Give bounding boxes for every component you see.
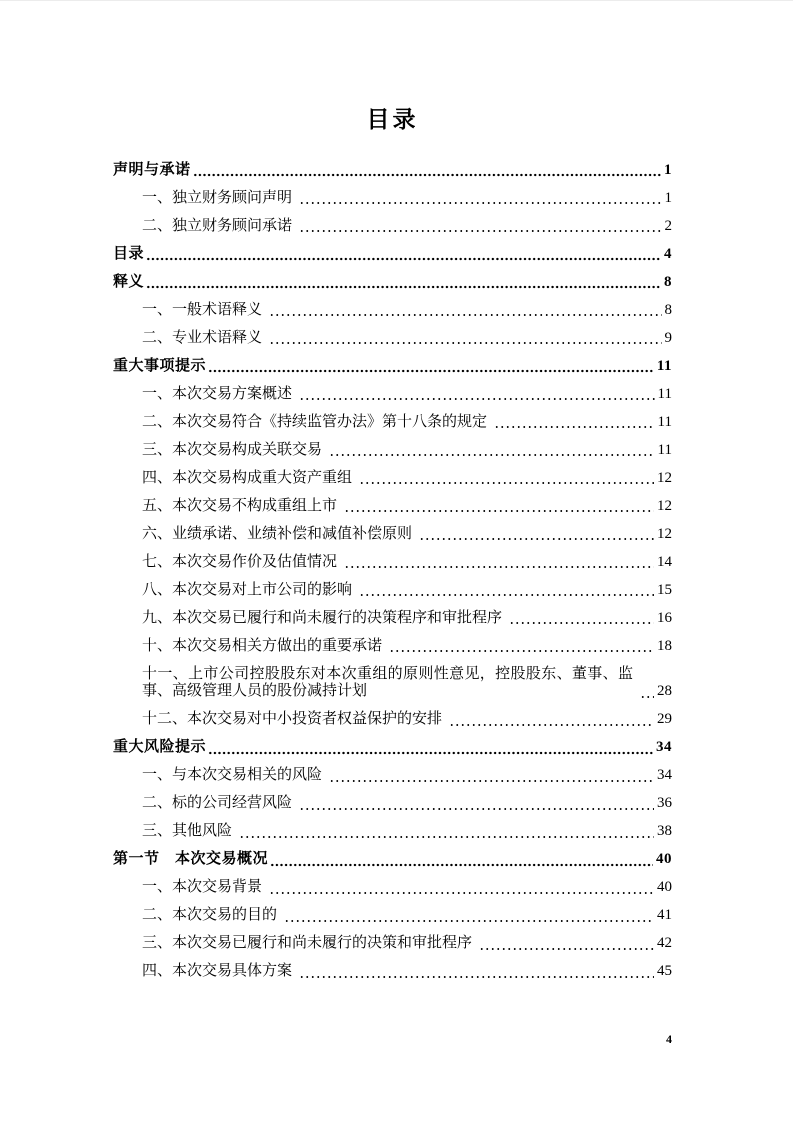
toc-entry-label: 一、本次交易方案概述 [142, 385, 293, 402]
toc-entry-page: 16 [657, 609, 672, 626]
toc-leader-dots [299, 192, 661, 207]
toc-entry-label: 释义 [113, 273, 145, 290]
toc-entry-page: 28 [657, 683, 672, 700]
toc-entry-label: 重大风险提示 [113, 739, 207, 756]
toc-leader-dots [449, 714, 654, 729]
toc-entry[interactable] [113, 246, 672, 264]
toc-leader-dots [146, 276, 661, 291]
toc-leader-dots [329, 770, 654, 785]
toc-entry[interactable] [113, 963, 672, 981]
toc-leader-dots [494, 416, 655, 431]
toc-entry-label: 三、本次交易构成关联交易 [142, 441, 323, 458]
toc-entry[interactable] [113, 274, 672, 292]
toc-leader-dots [359, 584, 654, 599]
toc-entry-page: 11 [656, 357, 672, 374]
toc-entry[interactable] [113, 470, 672, 488]
toc-entry-page: 14 [657, 553, 672, 570]
toc-entry[interactable] [113, 767, 672, 785]
toc-entry-page: 41 [657, 907, 672, 924]
toc-entry[interactable] [113, 638, 672, 656]
toc-entry-page: 2 [664, 217, 672, 234]
toc-entry-label: 一、一般术语释义 [142, 301, 263, 318]
toc-entry[interactable] [113, 358, 672, 376]
toc-entry-page: 12 [657, 469, 672, 486]
toc-entry-label: 一、本次交易背景 [142, 879, 263, 896]
toc-entry[interactable] [113, 907, 672, 925]
toc-entry-label: 十一、上市公司控股股东对本次重组的原则性意见，控股股东、董事、监事、高级管理人员的股份减持计划 [142, 665, 633, 700]
toc-entry-label: 一、与本次交易相关的风险 [142, 767, 323, 784]
toc-entry[interactable] [113, 554, 672, 572]
toc-leader-dots [193, 164, 661, 179]
toc-entry[interactable] [113, 666, 672, 701]
toc-entry-page: 29 [657, 711, 672, 728]
toc-entry-label: 第一节 本次交易概况 [113, 851, 269, 868]
toc-entry-label: 三、本次交易已履行和尚未履行的决策和审批程序 [142, 935, 473, 952]
toc-entry-page: 40 [657, 879, 672, 896]
toc-leader-dots [269, 304, 661, 319]
footer-page-number: 4 [666, 1032, 672, 1046]
toc-entry-label: 十、本次交易相关方做出的重要承诺 [142, 637, 383, 654]
toc-entry-page: 11 [657, 441, 672, 458]
toc-leader-dots [299, 966, 654, 981]
toc-leader-dots [299, 798, 654, 813]
toc-entry-label: 六、业绩承诺、业绩补偿和减值补偿原则 [142, 525, 413, 542]
toc-entry-page: 8 [664, 273, 672, 290]
toc-leader-dots [359, 472, 654, 487]
toc-entry[interactable] [113, 851, 672, 869]
toc-leader-dots [389, 640, 654, 655]
toc-leader-dots [299, 388, 655, 403]
toc-leader-dots [270, 854, 653, 869]
toc-entry[interactable] [113, 218, 672, 236]
toc-leader-dots [329, 444, 655, 459]
toc-leader-dots [208, 742, 653, 757]
toc-entry[interactable] [113, 610, 672, 628]
toc-leader-dots [509, 612, 654, 627]
toc-entry-page: 42 [657, 935, 672, 952]
toc-entry-label: 七、本次交易作价及估值情况 [142, 553, 338, 570]
toc-leader-dots [239, 826, 654, 841]
toc-entry-page: 1 [664, 189, 672, 206]
toc-entry-label: 二、独立财务顾问承诺 [142, 217, 293, 234]
toc-entry[interactable] [113, 162, 672, 180]
toc-entry[interactable] [113, 879, 672, 897]
toc-leader-dots [299, 220, 661, 235]
toc-entry-label: 九、本次交易已履行和尚未履行的决策程序和审批程序 [142, 609, 503, 626]
toc-entry[interactable] [113, 823, 672, 841]
toc-entry[interactable] [113, 330, 672, 348]
toc-entry-label: 目录 [113, 245, 145, 262]
toc-entry[interactable] [113, 582, 672, 600]
toc-entry-label: 二、标的公司经营风险 [142, 795, 293, 812]
toc-entry[interactable] [113, 739, 672, 757]
toc-entry-page: 18 [657, 637, 672, 654]
toc-entry-page: 4 [664, 245, 672, 262]
toc-leader-dots [269, 882, 654, 897]
toc-entry-page: 12 [657, 525, 672, 542]
toc-entry[interactable] [113, 302, 672, 320]
toc-entry[interactable] [113, 190, 672, 208]
toc-entry-label: 三、其他风险 [142, 823, 233, 840]
toc-entry-page: 40 [656, 851, 672, 868]
toc-leader-dots [640, 686, 654, 701]
toc-entry-page: 1 [664, 161, 672, 178]
toc-leader-dots [344, 556, 654, 571]
toc-entry[interactable] [113, 386, 672, 404]
toc-entry-page: 45 [657, 963, 672, 980]
toc-entry-label: 十二、本次交易对中小投资者权益保护的安排 [142, 711, 443, 728]
toc-entry[interactable] [113, 711, 672, 729]
toc-entry-label: 二、专业术语释义 [142, 329, 263, 346]
toc-entry-label: 五、本次交易不构成重组上市 [142, 497, 338, 514]
toc-leader-dots [269, 332, 661, 347]
page-content [0, 1, 793, 981]
toc-entry-page: 8 [664, 301, 672, 318]
toc-entry[interactable] [113, 498, 672, 516]
toc-entry-page: 11 [657, 413, 672, 430]
toc-entry-label: 声明与承诺 [113, 161, 191, 178]
toc-entry[interactable] [113, 526, 672, 544]
toc-leader-dots [284, 910, 654, 925]
page-title: 目录 [366, 107, 419, 132]
toc-leader-dots [146, 248, 661, 263]
toc-entry-label: 一、独立财务顾问声明 [142, 189, 293, 206]
toc-leader-dots [479, 938, 654, 953]
toc-list [113, 162, 672, 981]
toc-entry-label: 重大事项提示 [113, 357, 207, 374]
toc-entry-page: 11 [657, 385, 672, 402]
toc-entry[interactable] [113, 442, 672, 460]
toc-entry-page: 15 [657, 581, 672, 598]
toc-entry[interactable] [113, 414, 672, 432]
toc-entry-page: 12 [657, 497, 672, 514]
toc-leader-dots [208, 360, 654, 375]
toc-entry[interactable] [113, 935, 672, 953]
toc-leader-dots [344, 500, 654, 515]
toc-entry-label: 二、本次交易的目的 [142, 907, 278, 924]
toc-entry-label: 八、本次交易对上市公司的影响 [142, 581, 353, 598]
toc-entry-page: 34 [656, 739, 672, 756]
toc-entry-label: 四、本次交易具体方案 [142, 963, 293, 980]
toc-leader-dots [419, 528, 654, 543]
toc-entry-page: 36 [657, 795, 672, 812]
toc-entry-page: 34 [657, 767, 672, 784]
toc-entry-page: 9 [664, 329, 672, 346]
toc-entry[interactable] [113, 795, 672, 813]
toc-entry-page: 38 [657, 823, 672, 840]
toc-entry-label: 二、本次交易符合《持续监管办法》第十八条的规定 [142, 413, 488, 430]
toc-entry-label: 四、本次交易构成重大资产重组 [142, 469, 353, 486]
